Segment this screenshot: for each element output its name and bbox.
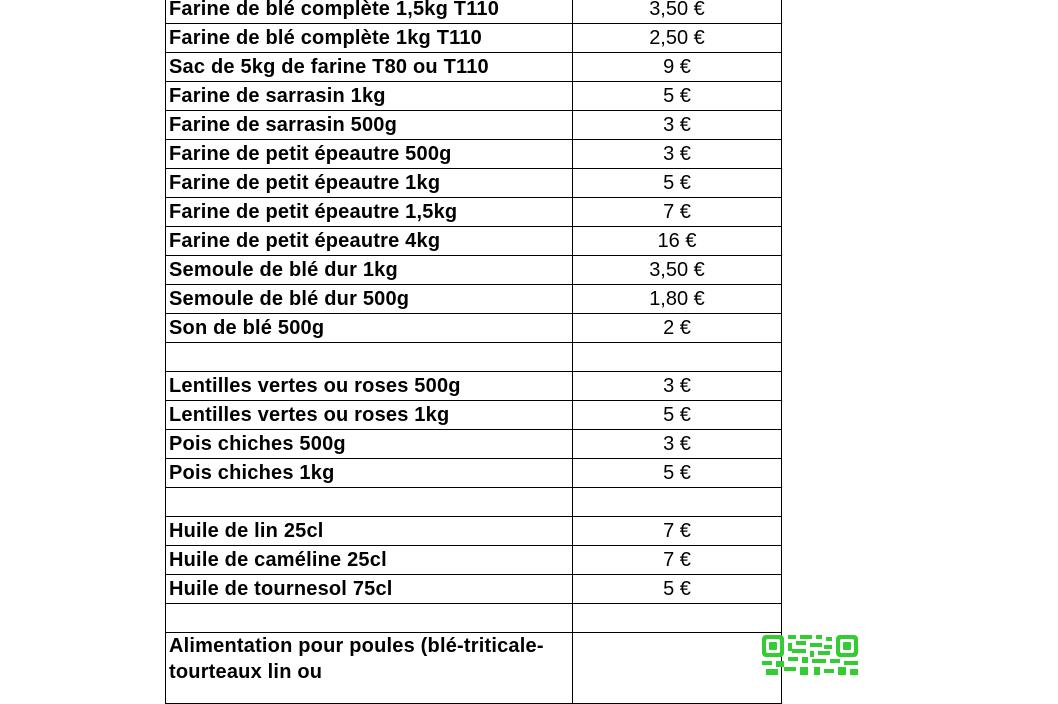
product-price: 5 € [573, 401, 782, 430]
product-price [573, 343, 782, 372]
product-price: 3,50 € [573, 0, 782, 24]
product-name: Farine de sarrasin 1kg [166, 82, 573, 111]
product-price: 3 € [573, 111, 782, 140]
product-price: 2,50 € [573, 24, 782, 53]
product-name: Semoule de blé dur 1kg [166, 256, 573, 285]
table-row [166, 111, 782, 140]
product-price: 7 € [573, 517, 782, 546]
product-name: Huile de lin 25cl [166, 517, 573, 546]
table-row [166, 517, 782, 546]
product-name: Farine de petit épeautre 1,5kg [166, 198, 573, 227]
product-price: 3 € [573, 430, 782, 459]
product-name [166, 488, 573, 517]
table-row [166, 488, 782, 517]
product-price: 5 € [573, 169, 782, 198]
product-name: Pois chiches 1kg [166, 459, 573, 488]
product-name: Son de blé 500g [166, 314, 573, 343]
product-price: 7 € [573, 198, 782, 227]
product-price: 16 € [573, 227, 782, 256]
product-price: 3 € [573, 140, 782, 169]
product-name: Huile de caméline 25cl [166, 546, 573, 575]
table-row [166, 227, 782, 256]
table-row [166, 53, 782, 82]
product-price: 5 € [573, 575, 782, 604]
product-name: Huile de tournesol 75cl [166, 575, 573, 604]
product-price: 9 € [573, 53, 782, 82]
table-row [166, 459, 782, 488]
product-price: 3 € [573, 372, 782, 401]
table-row [166, 285, 782, 314]
product-price: 3,50 € [573, 256, 782, 285]
table-row [166, 314, 782, 343]
product-name: Alimentation pour poules (blé-triticale-tourteaux lin ou [166, 633, 573, 704]
product-name: Farine de sarrasin 500g [166, 111, 573, 140]
table-row [166, 198, 782, 227]
product-price [573, 488, 782, 517]
table-row [166, 546, 782, 575]
product-name: Farine de petit épeautre 4kg [166, 227, 573, 256]
table-row [166, 401, 782, 430]
table-row [166, 24, 782, 53]
product-name [166, 343, 573, 372]
product-price [573, 633, 782, 704]
product-price: 2 € [573, 314, 782, 343]
product-name: Semoule de blé dur 500g [166, 285, 573, 314]
product-name: Lentilles vertes ou roses 500g [166, 372, 573, 401]
product-name: Farine de petit épeautre 1kg [166, 169, 573, 198]
table-row [166, 82, 782, 111]
table-row [166, 575, 782, 604]
qr-code-icon [762, 635, 858, 675]
table-row [166, 343, 782, 372]
table-row [166, 169, 782, 198]
table-row [166, 256, 782, 285]
table-row [166, 372, 782, 401]
product-price: 5 € [573, 82, 782, 111]
product-name: Lentilles vertes ou roses 1kg [166, 401, 573, 430]
product-price: 5 € [573, 459, 782, 488]
product-name: Pois chiches 500g [166, 430, 573, 459]
product-name: Farine de blé complète 1,5kg T110 [166, 0, 573, 24]
table-row [166, 0, 782, 24]
product-name: Farine de petit épeautre 500g [166, 140, 573, 169]
product-price: 7 € [573, 546, 782, 575]
product-price: 1,80 € [573, 285, 782, 314]
price-table [165, 0, 782, 704]
product-price [573, 604, 782, 633]
table-row [166, 604, 782, 633]
table-row [166, 430, 782, 459]
table-row [166, 140, 782, 169]
product-name [166, 604, 573, 633]
product-name: Farine de blé complète 1kg T110 [166, 24, 573, 53]
table-row [166, 633, 782, 704]
product-name: Sac de 5kg de farine T80 ou T110 [166, 53, 573, 82]
